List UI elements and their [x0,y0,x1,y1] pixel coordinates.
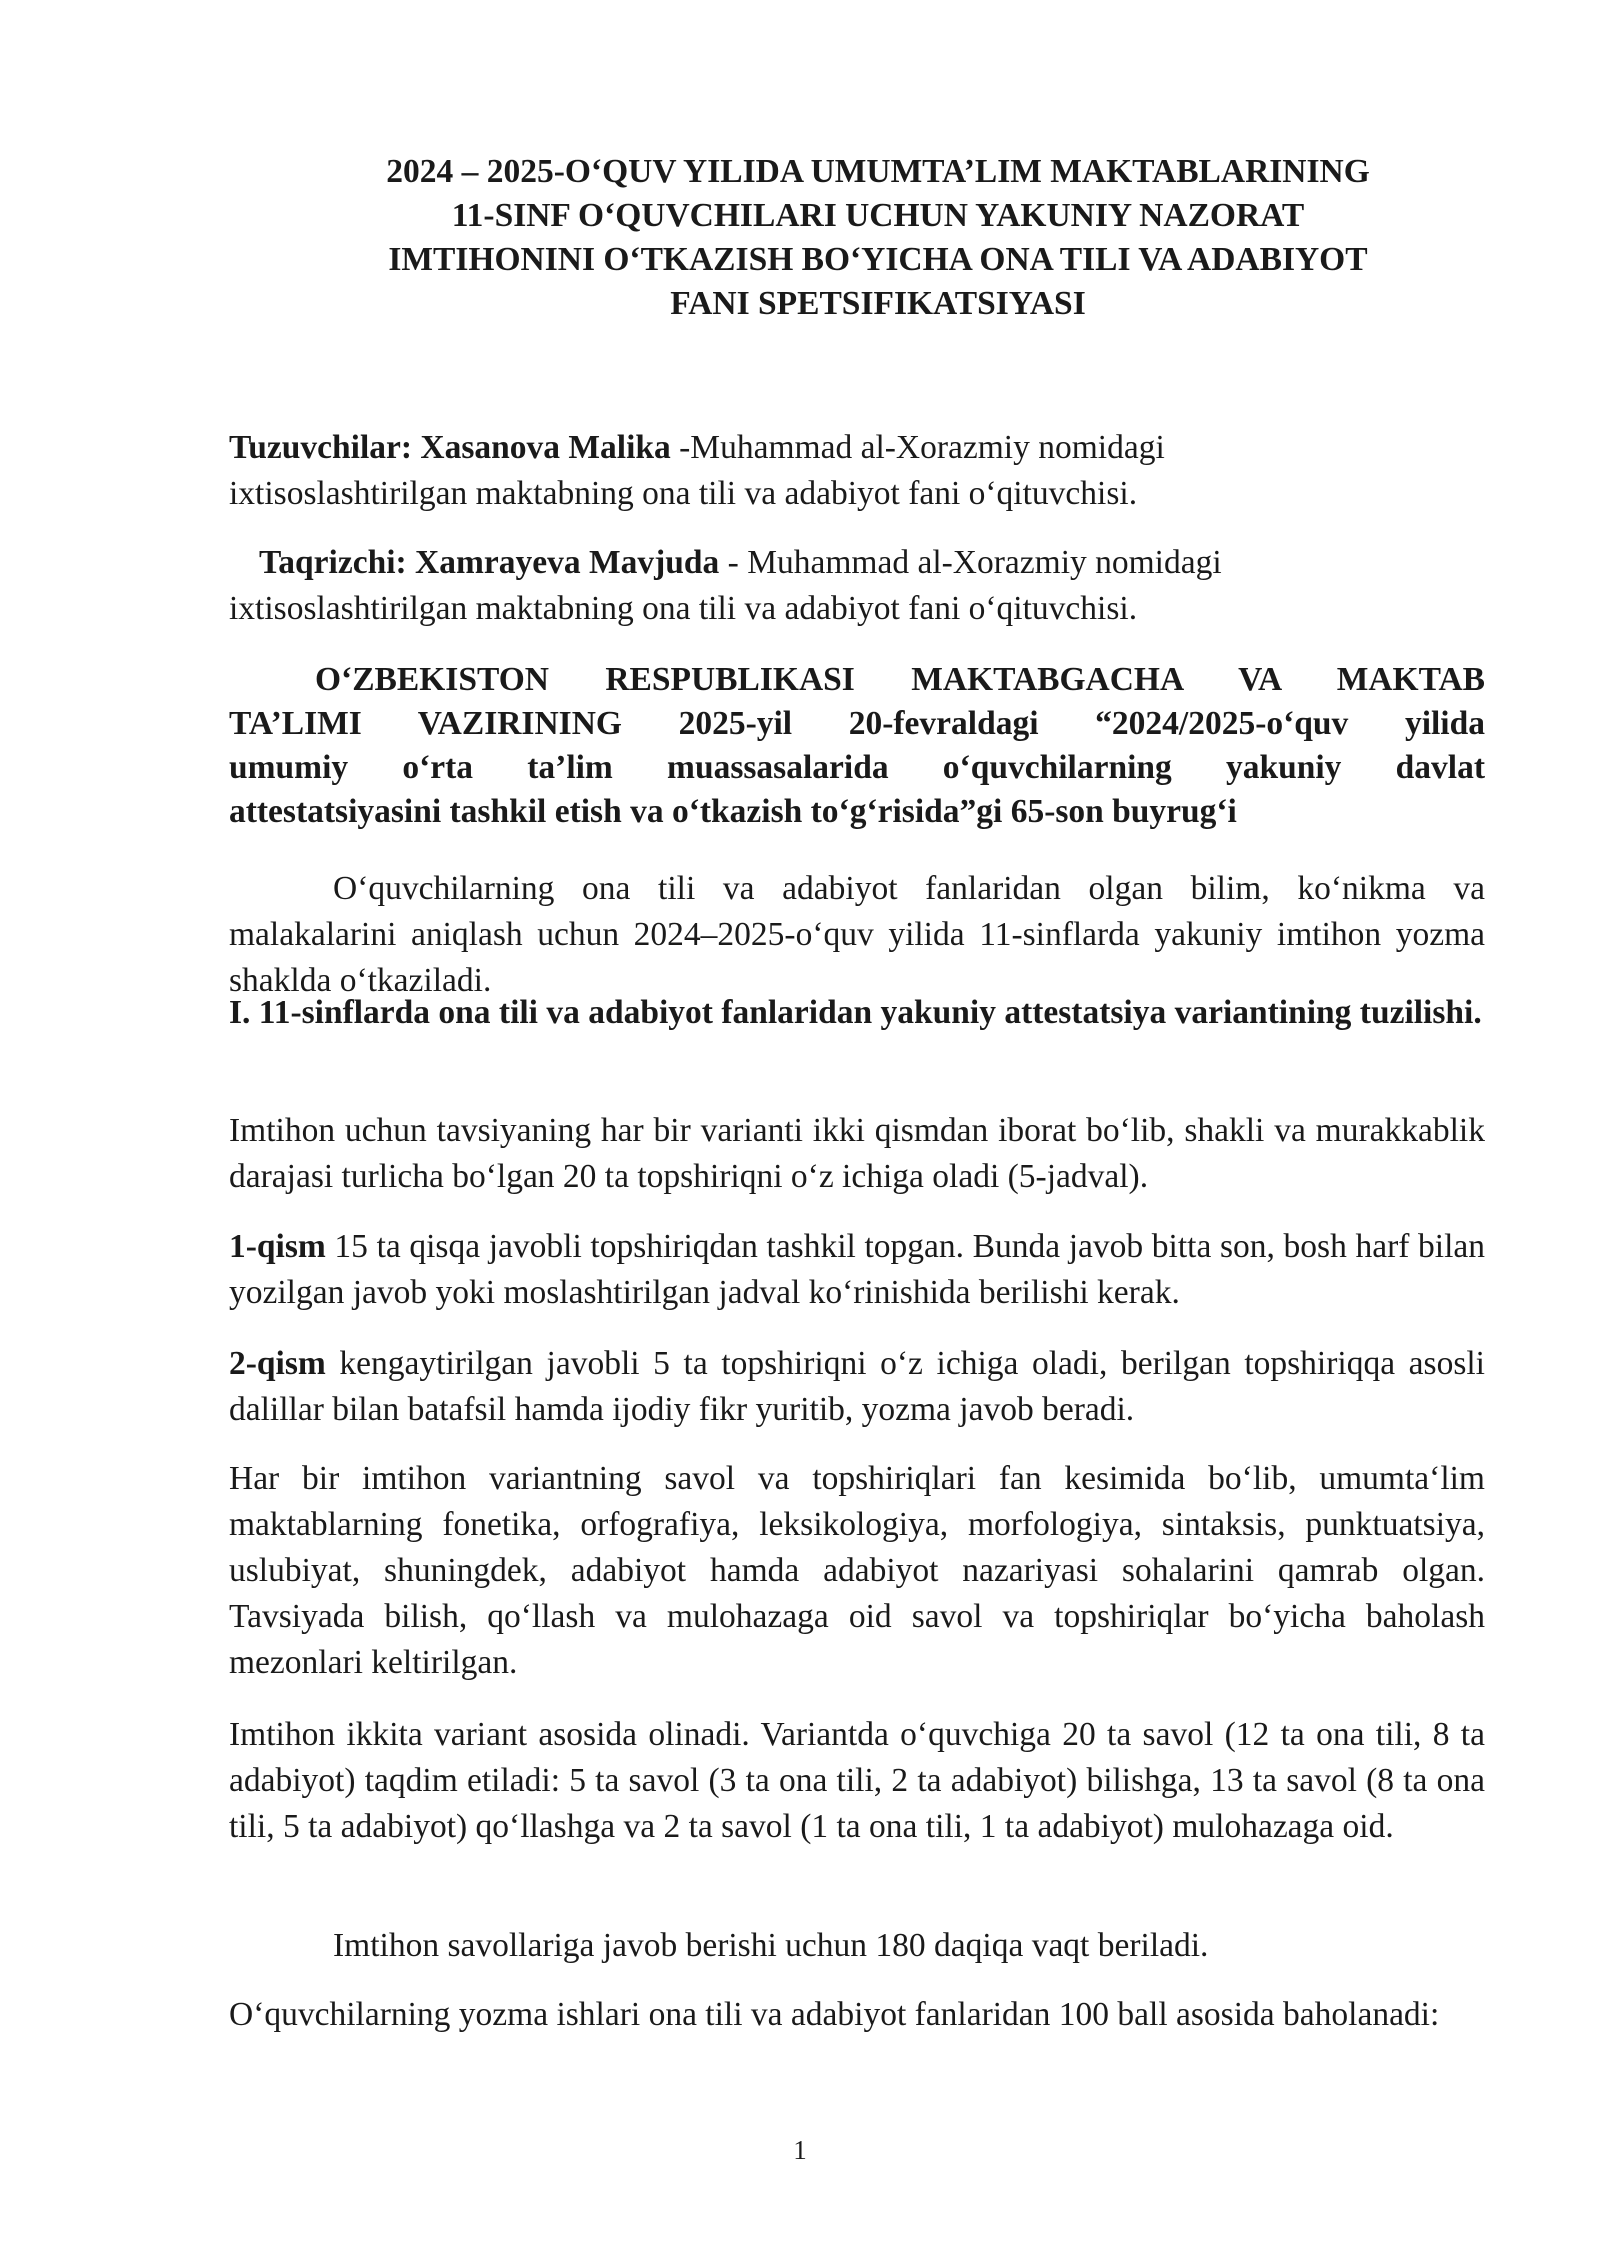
variants-paragraph: Har bir imtihon variantning savol va topshiriqlari fan kesimida bo‘lib, umumta‘lim maktablarning fonetika, orfografiya, leksikologiya, morfologiya, sintaksis, punktuatsiya, uslubiyat, shuningdek, adabiyot hamda adabiyot nazariyasi sohalarini qamrab olgan. Tavsiyada bilish, qo‘llash va mulohazaga oid savol va topshiriqlar bo‘yicha baholash mezonlari keltirilgan. [229,1460,1485,1681]
section-heading: I. 11-sinflarda ona tili va adabiyot fanlaridan yakuniy attestatsiya variantining tuzilishi. [229,994,1482,1031]
reviewer-info [229,540,1485,632]
reviewer-name: Xamrayeva Mavjuda [415,544,720,581]
part1-text: 15 ta qisqa javobli topshiriqdan tashkil topgan. Bunda javob bitta son, bosh harf bilan yozilgan javob yoki moslashtirilgan jadval ko‘rinishida berilishi kerak. [229,1228,1485,1311]
reviewer-desc-2: ixtisoslashtirilgan maktabning ona tili va adabiyot fani o‘qituvchisi. [229,590,1138,627]
title-line-3: IMTIHONINI O‘TKAZISH BO‘YICHA ONA TILI VA ADABIYOT [388,241,1368,278]
intro-paragraph: O‘quvchilarning ona tili va adabiyot fanlaridan olgan bilim, ko‘nikma va malakalarini aniqlash uchun 2024–2025-o‘quv yilida 11-sinflarda yakuniy imtihon yozma shaklda o‘tkaziladi. [229,869,1485,999]
compiler-label: Tuzuvchilar: [229,429,413,466]
title-line-4: FANI SPETSIFIKATSIYASI [670,285,1086,322]
compiler-desc-1: -Muhammad al-Xorazmiy nomidagi [679,429,1165,466]
part2-paragraph [229,1341,1485,1433]
reviewer-label: Taqrizchi: [259,544,407,581]
part1-label: 1-qism [229,1228,326,1265]
document-title [195,150,1561,326]
structure-paragraph: Imtihon uchun tavsiyaning har bir varianti ikki qismdan iborat bo‘lib, shakli va murakkablik darajasi turlicha bo‘lgan 20 ta topshiriqni o‘z ichiga oladi (5-jadval). [229,1112,1485,1195]
part1-paragraph [229,1224,1485,1316]
title-line-2: 11-SINF O‘QUVCHILARI UCHUN YAKUNIY NAZORAT [451,197,1305,234]
reviewer-desc-1: - Muhammad al-Xorazmiy nomidagi [727,544,1222,581]
part2-label: 2-qism [229,1345,326,1382]
decree-line-2: TA’LIMI VAZIRINING 2025-yil 20-fevraldagi “2024/2025-o‘quv yilida [229,705,1485,742]
decree-heading [229,658,1485,834]
part2-text: kengaytirilgan javobli 5 ta topshiriqni o‘z ichiga oladi, berilgan topshiriqqa asosli dalillar bilan batafsil hamda ijodiy fikr yuritib, yozma javob beradi. [229,1345,1485,1428]
title-line-1: 2024 – 2025-O‘QUV YILIDA UMUMTA’LIM MAKTABLARINING [386,153,1370,190]
compiler-desc-2: ixtisoslashtirilgan maktabning ona tili va adabiyot fani o‘qituvchisi. [229,475,1138,512]
two-variants-paragraph: Imtihon ikkita variant asosida olinadi. Variantda o‘quvchiga 20 ta savol (12 ta ona tili, 8 ta adabiyot) taqdim etiladi: 5 ta savol (3 ta ona tili, 2 ta adabiyot) bilishga, 13 ta savol (8 ta ona tili, 5 ta adabiyot) qo‘llashga va 2 ta savol (1 ta ona tili, 1 ta adabiyot) mulohazaga oid. [229,1716,1485,1845]
decree-line-1: O‘ZBEKISTON RESPUBLIKASI MAKTABGACHA VA MAKTAB [315,661,1485,698]
score-paragraph: O‘quvchilarning yozma ishlari ona tili va adabiyot fanlaridan 100 ball asosida baholanadi: [229,1996,1440,2033]
time-paragraph: Imtihon savollariga javob berishi uchun 180 daqiqa vaqt beriladi. [333,1927,1209,1964]
decree-line-4: attestatsiyasini tashkil etish va o‘tkazish to‘g‘risida”gi 65-son buyrug‘i [229,793,1237,830]
compiler-info [229,425,1485,517]
decree-line-3: umumiy o‘rta ta’lim muassasalarida o‘quvchilarning yakuniy davlat [229,749,1485,786]
page-number: 1 [793,2135,807,2165]
compiler-name: Xasanova Malika [420,429,671,466]
